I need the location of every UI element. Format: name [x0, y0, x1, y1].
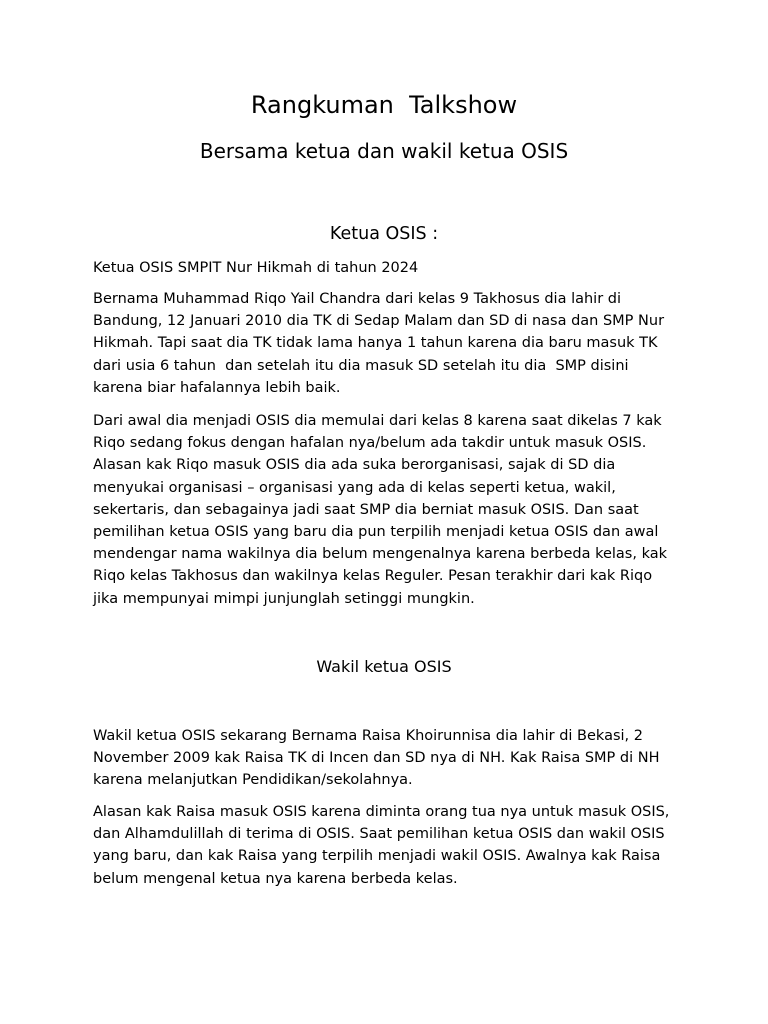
paragraph-ketua-intro: Ketua OSIS SMPIT Nur Hikmah di tahun 2024: [93, 260, 419, 276]
section-heading-wakil: Wakil ketua OSIS: [316, 657, 452, 676]
paragraph-wakil-biography: Wakil ketua OSIS sekarang Bernama Raisa Khoirunnisa dia lahir di Bekasi, 2 November 2009 kak Raisa TK di Incen dan SD nya di NH. Kak Raisa SMP di NH karena melanjutkan Pendidikan/sekolahnya.: [93, 728, 660, 789]
paragraph-ketua-biography: Bernama Muhammad Riqo Yail Chandra dari kelas 9 Takhosus dia lahir di Bandung, 12 Januari 2010 dia TK di Sedap Malam dan SD di nasa dan SMP Nur Hikmah. Tapi saat dia TK tidak lama hanya 1 tahun karena dia baru masuk TK dari usia 6 tahun dan setelah itu dia masuk SD setelah itu dia SMP disini karena biar hafalannya lebih baik.: [93, 291, 665, 396]
section-heading-ketua: Ketua OSIS :: [329, 224, 439, 244]
document-subtitle: Bersama ketua dan wakil ketua OSIS: [199, 139, 569, 163]
paragraph-wakil-reason: Alasan kak Raisa masuk OSIS karena diminta orang tua nya untuk masuk OSIS, dan Alhamdulillah di terima di OSIS. Saat pemilihan ketua OSIS dan wakil OSIS yang baru, dan kak Raisa yang terpilih menjadi wakil OSIS. Awalnya kak Raisa belum mengenal ketua nya karena berbeda kelas.: [93, 804, 670, 887]
paragraph-ketua-reason: Dari awal dia menjadi OSIS dia memulai dari kelas 8 karena saat dikelas 7 kak Riqo sedang fokus dengan hafalan nya/belum ada takdir untuk masuk OSIS. Alasan kak Riqo masuk OSIS dia ada suka berorganisasi, sajak di SD dia menyukai organisasi – organisasi yang ada di kelas seperti ketua, wakil, sekertaris, dan sebagainya jadi saat SMP dia berniat masuk OSIS. Dan saat pemilihan ketua OSIS yang baru dia pun terpilih menjadi ketua OSIS dan awal mendengar nama wakilnya dia belum mengenalnya karena berbeda kelas, kak Riqo kelas Takhosus dan wakilnya kelas Reguler. Pesan terakhir dari kak Riqo jika mempunyai mimpi junjunglah setinggi mungkin.: [93, 413, 668, 607]
document-title: Rangkuman Talkshow: [250, 91, 518, 119]
